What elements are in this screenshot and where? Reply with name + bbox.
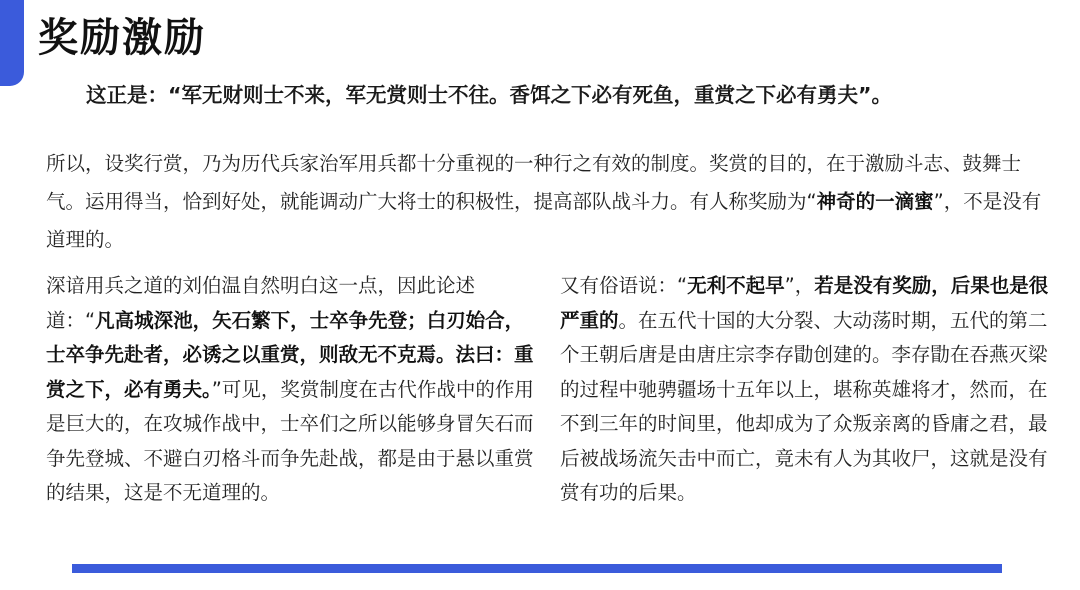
intro-text-2: ”，不是没有道理的。: [46, 190, 1042, 251]
intro-emphasis: 神奇的一滴蜜: [816, 190, 934, 213]
right-text-1: 又有俗语说：“: [560, 274, 688, 297]
left-column-paragraph: [46, 269, 534, 511]
right-column-paragraph: [560, 269, 1050, 511]
intro-paragraph: [46, 145, 1050, 259]
key-quote: 这正是：“军无财则士不来，军无赏则士不往。香饵之下必有死鱼，重赏之下必有勇夫”。: [86, 83, 892, 107]
bottom-accent-bar: [72, 564, 1002, 573]
accent-tab: [0, 0, 24, 86]
left-text-2: ”可见，奖赏制度在古代作战中的作用是巨大的，在攻城作战中，士卒们之所以能够身冒矢石而争先登城、不避白刃格斗而争先赴战，都是由于悬以重赏的结果，这是不无道理的。: [46, 377, 534, 504]
intro-text-1: 所以，设奖行赏，乃为历代兵家治军用兵都十分重视的一种行之有效的制度。奖赏的目的，在于激励斗志、鼓舞士气。运用得当，恰到好处，就能调动广大将士的积极性，提高部队战斗力。有人称奖励为“: [46, 152, 1022, 213]
page-title: 奖励激励: [38, 15, 206, 61]
left-emphasis: 凡高城深池，矢石繁下，士卒争先登；白刃始合，士卒争先赴者，必诱之以重赏，则敌无不克焉。法曰：重赏之下，必有勇夫。: [46, 308, 534, 401]
right-emphasis-1: 无利不起早: [687, 274, 785, 297]
left-text-1: 深谙用兵之道的刘伯温自然明白这一点，因此论述道：“: [46, 274, 476, 332]
right-text-3: 。在五代十国的大分裂、大动荡时期，五代的第二个王朝后唐是由唐庄宗李存勖创建的。李存勖在吞燕灭梁的过程中驰骋疆场十五年以上，堪称英雄将才，然而，在不到三年的时间里，他却成为了众叛亲离的昏庸之君，最后被战场流矢击中而亡，竟未有人为其收尸，这就是没有赏有功的后果。: [560, 308, 1048, 504]
right-emphasis-2: 若是没有奖励，后果也是很严重的: [560, 274, 1049, 332]
right-text-2: ”，: [784, 274, 815, 297]
